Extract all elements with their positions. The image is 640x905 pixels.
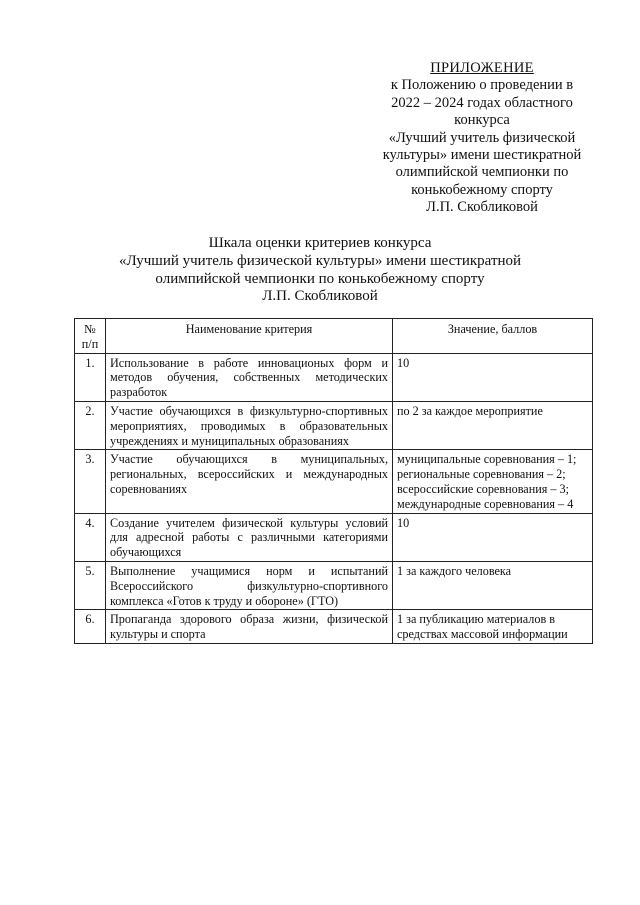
row-number: 3. xyxy=(75,450,106,513)
title-line: олимпийской чемпионки по конькобежному спорту xyxy=(155,270,485,287)
value-line: 10 xyxy=(397,355,410,370)
document-title xyxy=(100,235,540,306)
row-number: 4. xyxy=(75,513,106,561)
title-line: «Лучший учитель физической культуры» имени шестикратной xyxy=(118,252,522,269)
criterion-cell: Пропаганда здорового образа жизни, физической культуры и спорта xyxy=(106,610,393,644)
appendix-line: 2022 – 2024 годах областного xyxy=(391,94,573,111)
value-cell xyxy=(393,401,593,449)
header-num-line: п/п xyxy=(81,336,99,351)
value-line: по 2 за каждое мероприятие xyxy=(397,403,543,418)
header-value: Значение, баллов xyxy=(393,319,593,354)
appendix-title: ПРИЛОЖЕНИЕ xyxy=(430,60,534,76)
appendix-line: Л.П. Скобликовой xyxy=(426,199,538,216)
criterion-cell: Создание учителем физической культуры условий для адресной работы с различными категориями обучающихся xyxy=(106,513,393,561)
value-cell xyxy=(393,561,593,609)
title-line: Л.П. Скобликовой xyxy=(262,288,378,305)
row-number: 5. xyxy=(75,561,106,609)
table-row xyxy=(75,401,593,449)
value-line: региональные соревнования – 2; xyxy=(397,467,566,482)
criteria-table xyxy=(74,318,593,644)
appendix-line: к Положению о проведении в xyxy=(390,77,574,94)
value-line: 1 за каждого человека xyxy=(397,563,512,578)
table-row xyxy=(75,450,593,513)
table-row xyxy=(75,353,593,401)
row-number: 6. xyxy=(75,610,106,644)
table-row xyxy=(75,561,593,609)
row-number: 1. xyxy=(75,353,106,401)
criterion-cell: Участие обучающихся в физкультурно-спортивных мероприятиях, проводимых в образовательных учреждениях и муниципальных образованиях xyxy=(106,401,393,449)
criterion-cell: Участие обучающихся в муниципальных, региональных, всероссийских и международных соревнованиях xyxy=(106,450,393,513)
header-num xyxy=(75,319,106,354)
table-row xyxy=(75,610,593,644)
appendix-line: конкурса xyxy=(454,112,510,129)
value-cell xyxy=(393,353,593,401)
row-number: 2. xyxy=(75,401,106,449)
value-cell xyxy=(393,513,593,561)
header-num-line: № xyxy=(84,322,96,336)
appendix-line: культуры» имени шестикратной xyxy=(382,147,582,164)
appendix-line: конькобежному спорту xyxy=(411,181,553,198)
appendix-line: «Лучший учитель физической xyxy=(388,129,576,146)
value-line: муниципальные соревнования – 1; xyxy=(397,452,577,467)
value-cell xyxy=(393,610,593,644)
appendix-block xyxy=(376,60,588,217)
value-cell xyxy=(393,450,593,513)
value-line: 10 xyxy=(397,515,410,530)
criterion-cell: Выполнение учащимися норм и испытаний Всероссийского физкультурно-спортивного комплекса «Готов к труду и обороне» (ГТО) xyxy=(106,561,393,609)
value-line: 1 за публикацию материалов в средствах массовой информации xyxy=(397,612,568,642)
table-row xyxy=(75,513,593,561)
value-line: международные соревнования – 4 xyxy=(397,496,574,511)
table-header-row xyxy=(75,319,593,354)
appendix-line: олимпийской чемпионки по xyxy=(395,164,569,181)
value-line: всероссийские соревнования – 3; xyxy=(397,481,570,496)
title-line: Шкала оценки критериев конкурса xyxy=(208,235,432,251)
criterion-cell: Использование в работе инновационых форм и методов обучения, собственных методических разработок xyxy=(106,353,393,401)
header-criterion: Наименование критерия xyxy=(106,319,393,354)
